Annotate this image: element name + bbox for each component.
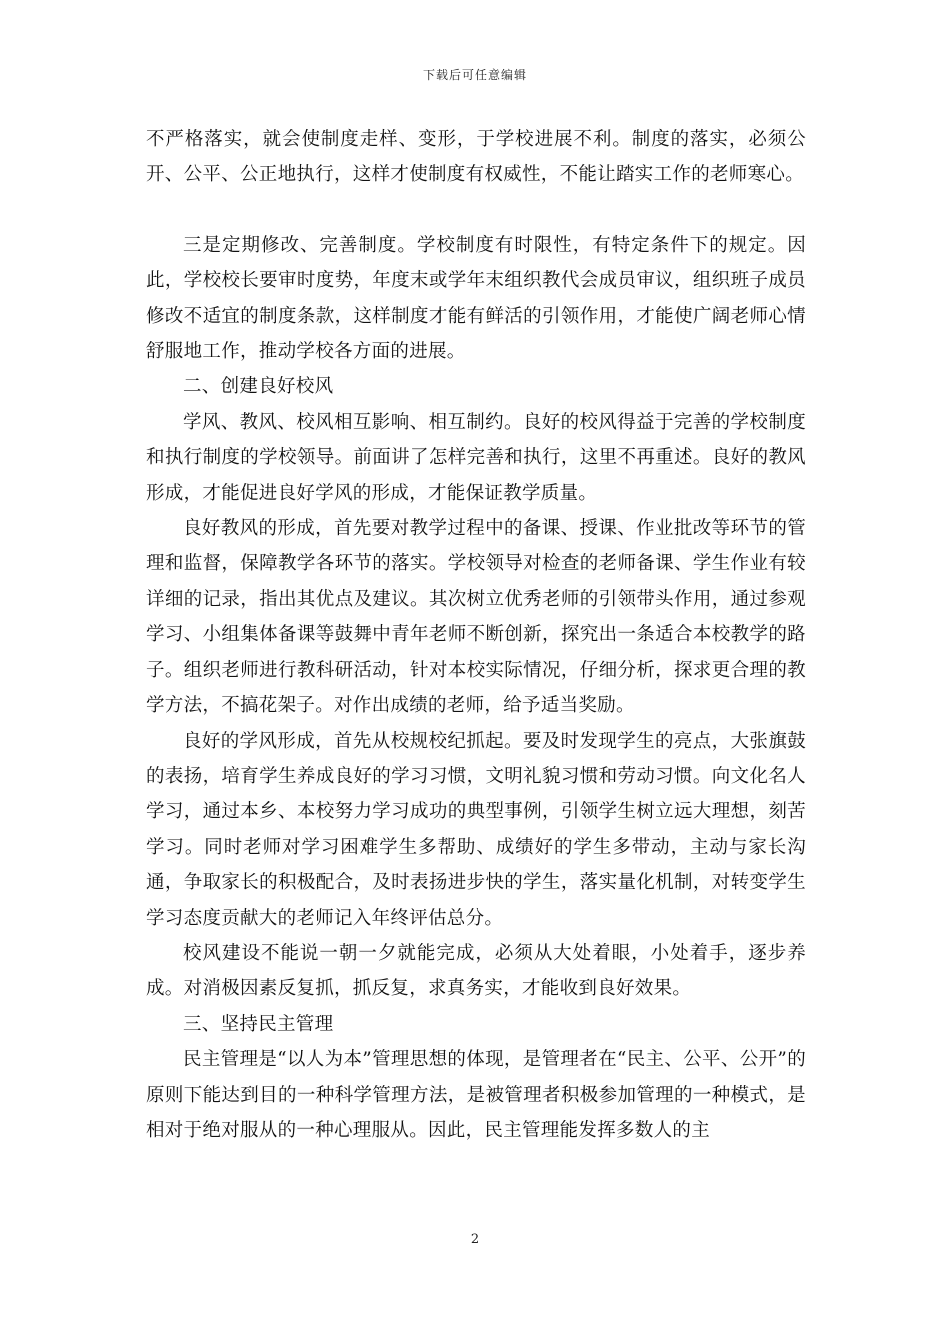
paragraph: 良好教风的形成，首先要对教学过程中的备课、授课、作业批改等环节的管理和监督，保障教学各环节的落实。学校领导对检查的老师备课、学生作业有较详细的记录，指出其优点及建议。其次树立优秀老师的引领带头作用，通过参观学习、小组集体备课等鼓舞中青年老师不断创新，探究出一条适合本校教学的路子。组织老师进行教科研活动，针对本校实际情况，仔细分析，探求更合理的教学方法，不搞花架子。对作出成绩的老师，给予适当奖励。 <box>146 518 806 717</box>
paragraph: 三是定期修改、完善制度。学校制度有时限性，有特定条件下的规定。因此，学校校长要审时度势，年度末或学年末组织教代会成员审议，组织班子成员修改不适宜的制度条款，这样制度才能有鲜活的引领作用，才能使广阔老师心情舒服地工作，推动学校各方面的进展。 <box>146 234 806 363</box>
paragraph: 民主管理是“以人为本”管理思想的体现，是管理者在“民主、公平、公开”的原则下能达到目的一种科学管理方法，是被管理者积极参加管理的一种模式，是相对于绝对服从的一种心理服从。因此，民主管理能发挥多数人的主 <box>146 1049 806 1141</box>
paragraph: 不严格落实，就会使制度走样、变形，于学校进展不利。制度的落实，必须公开、公平、公正地执行，这样才使制度有权威性，不能让踏实工作的老师寒心。 <box>146 129 806 186</box>
paragraph: 良好的学风形成，首先从校规校纪抓起。要及时发现学生的亮点，大张旗鼓的表扬，培育学生养成良好的学习习惯，文明礼貌习惯和劳动习惯。向文化名人学习，通过本乡、本校努力学习成功的典型事例，引领学生树立远大理想，刻苦学习。同时老师对学习困难学生多帮助、成绩好的学生多带动，主动与家长沟通，争取家长的积极配合，及时表扬进步快的学生，落实量化机制，对转变学生学习态度贡献大的老师记入年终评估总分。 <box>146 730 806 929</box>
page-number: 2 <box>470 1232 480 1247</box>
section-heading: 二、创建良好校风 <box>183 376 334 398</box>
paragraph: 学风、教风、校风相互影响、相互制约。良好的校风得益于完善的学校制度和执行制度的学校领导。前面讲了怎样完善和执行，这里不再重述。良好的教风形成，才能促进良好学风的形成，才能保证教学质量。 <box>146 411 806 504</box>
document-body <box>146 122 806 1148</box>
section-heading: 三、坚持民主管理 <box>183 1013 334 1035</box>
paragraph: 校风建设不能说一朝一夕就能完成，必须从大处着眼，小处着手，逐步养成。对消极因素反复抓，抓反复，求真务实，才能收到良好效果。 <box>146 942 806 1000</box>
page-header: 下载后可任意编辑 <box>422 68 527 82</box>
